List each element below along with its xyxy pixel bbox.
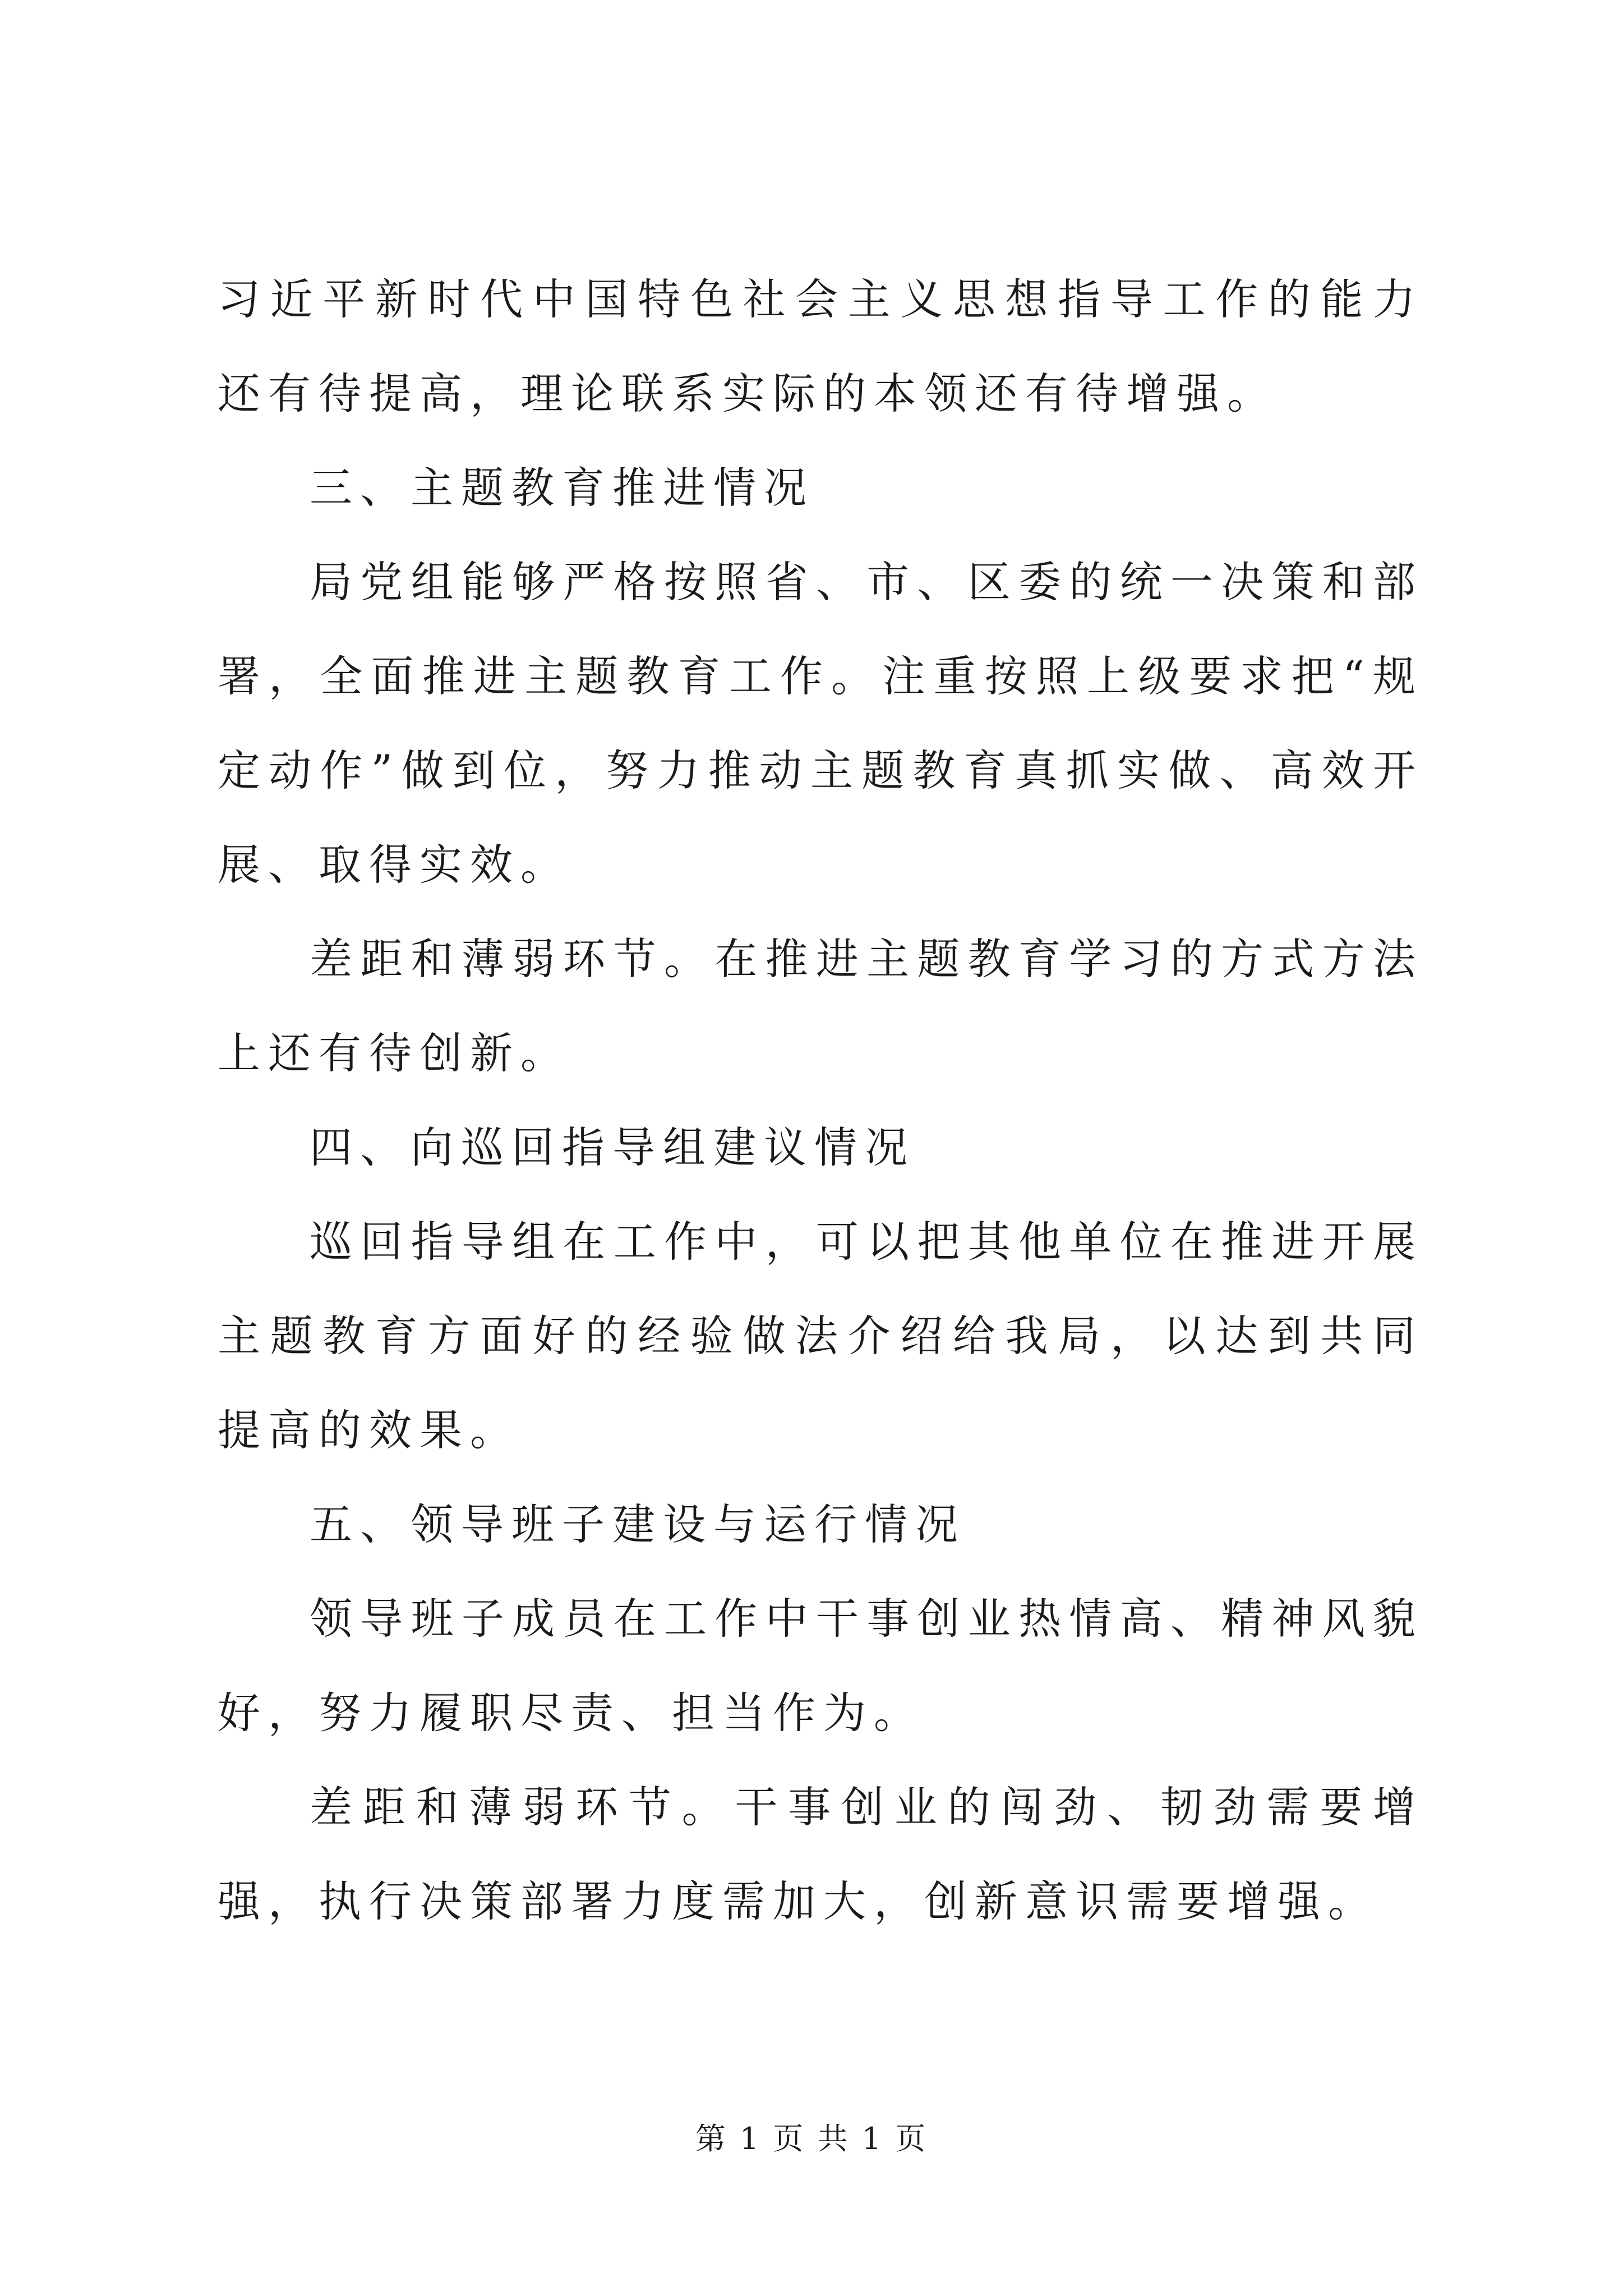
page-number-footer: 第 1 页 共 1 页: [695, 2121, 928, 2156]
paragraph: 巡回指导组在工作中，可以把其他单位在推进开展主题教育方面好的经验做法介绍给我局，以达到共同提高的效果。: [218, 1217, 1423, 1455]
paragraph-continuation: 习近平新时代中国特色社会主义思想指导工作的能力还有待提高，理论联系实际的本领还有待增强。: [218, 274, 1423, 418]
paragraph-shortcoming: 差距和薄弱环节。干事创业的闯劲、韧劲需要增强，执行决策部署力度需加大，创新意识需要增强。: [218, 1782, 1423, 1926]
paragraph: 局党组能够严格按照省、市、区委的统一决策和部署，全面推进主题教育工作。注重按照上级要求把“规定动作”做到位，努力推动主题教育真抓实做、高效开展、取得实效。: [218, 557, 1423, 890]
section-heading-3: 三、主题教育推进情况: [310, 463, 814, 513]
paragraph-shortcoming: 差距和薄弱环节。在推进主题教育学习的方式方法上还有待创新。: [218, 934, 1423, 1078]
document-body: [218, 252, 1423, 1949]
section-heading-5: 五、领导班子建设与运行情况: [310, 1499, 966, 1549]
paragraph: 领导班子成员在工作中干事创业热情高、精神风貌好，努力履职尽责、担当作为。: [218, 1594, 1423, 1738]
section-heading-4: 四、向巡回指导组建议情况: [310, 1122, 915, 1172]
